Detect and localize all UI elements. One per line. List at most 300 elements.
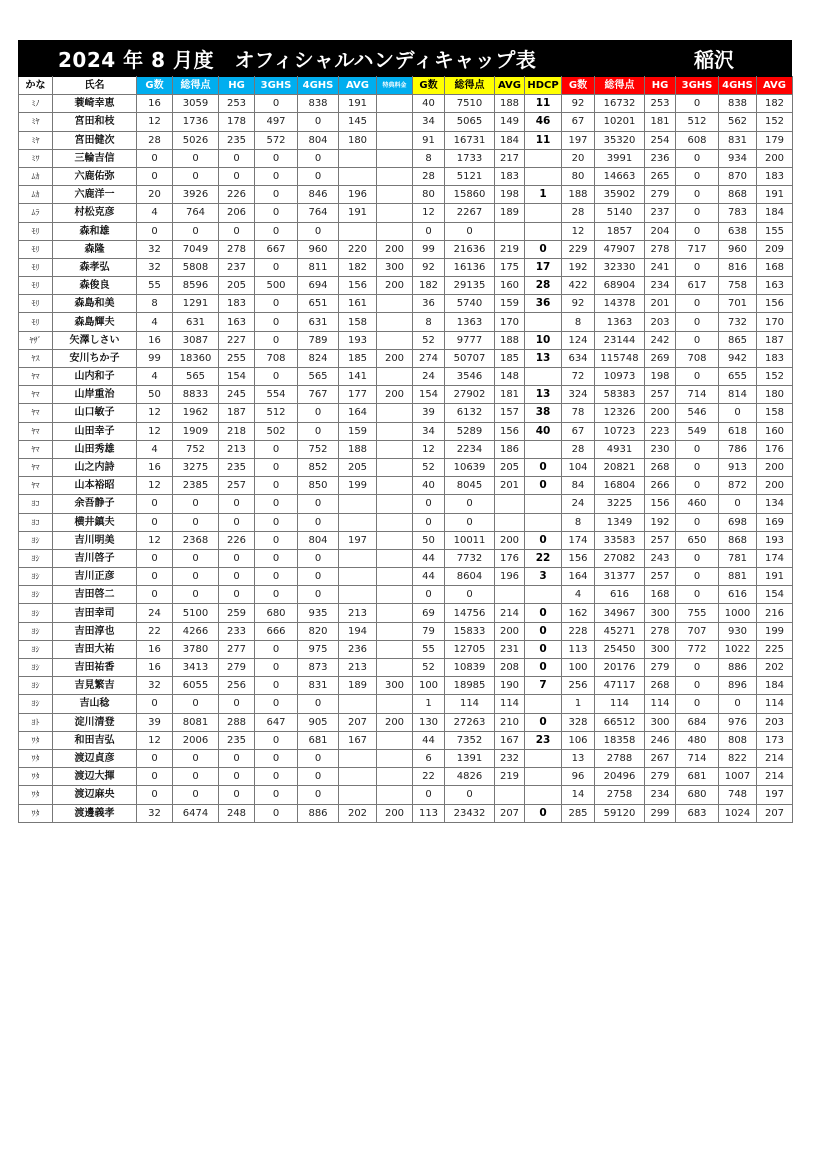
- data-cell: 4266: [173, 622, 219, 640]
- data-cell: 15833: [445, 622, 495, 640]
- data-cell: 279: [645, 186, 676, 204]
- data-cell: 4: [137, 368, 173, 386]
- data-cell: [377, 749, 413, 767]
- data-cell: 12: [413, 440, 445, 458]
- data-cell: [339, 549, 377, 567]
- data-cell: 114: [757, 695, 793, 713]
- data-cell: 253: [645, 95, 676, 113]
- data-cell: 0: [255, 786, 298, 804]
- name-cell: 森俊良: [53, 277, 137, 295]
- data-cell: 162: [562, 604, 595, 622]
- data-cell: 23432: [445, 804, 495, 822]
- handicap-table: [18, 76, 793, 823]
- data-cell: 99: [137, 349, 173, 367]
- data-cell: 1909: [173, 422, 219, 440]
- data-cell: 1857: [595, 222, 645, 240]
- table-row: [19, 386, 793, 404]
- data-cell: 160: [757, 422, 793, 440]
- data-cell: 714: [676, 386, 719, 404]
- data-cell: 257: [645, 531, 676, 549]
- kana-cell: ﾔﾏ: [19, 458, 53, 476]
- data-cell: 16804: [595, 477, 645, 495]
- data-cell: 683: [676, 804, 719, 822]
- data-cell: 152: [757, 368, 793, 386]
- data-cell: 156: [495, 422, 525, 440]
- data-cell: 34: [413, 113, 445, 131]
- kana-cell: ﾖﾄ: [19, 713, 53, 731]
- data-cell: 0: [676, 167, 719, 185]
- data-cell: 497: [255, 113, 298, 131]
- kana-cell: ﾖｼ: [19, 659, 53, 677]
- data-cell: 10201: [595, 113, 645, 131]
- data-cell: 124: [562, 331, 595, 349]
- data-cell: 0: [255, 731, 298, 749]
- data-cell: 804: [298, 131, 339, 149]
- data-cell: 0: [676, 458, 719, 476]
- data-cell: 235: [219, 458, 255, 476]
- table-row: [19, 422, 793, 440]
- data-cell: 58383: [595, 386, 645, 404]
- data-cell: 198: [645, 368, 676, 386]
- data-cell: 164: [562, 568, 595, 586]
- data-cell: 0: [255, 549, 298, 567]
- data-cell: 34967: [595, 604, 645, 622]
- name-cell: 宮田和枝: [53, 113, 137, 131]
- data-cell: 0: [173, 695, 219, 713]
- kana-cell: ﾑｶ: [19, 186, 53, 204]
- name-cell: 渡邊義孝: [53, 804, 137, 822]
- data-cell: 278: [219, 240, 255, 258]
- data-cell: 154: [413, 386, 445, 404]
- data-cell: 200: [377, 240, 413, 258]
- data-cell: 50: [137, 386, 173, 404]
- table-row: [19, 659, 793, 677]
- hdcp-cell: 0: [525, 240, 562, 258]
- table-row: [19, 786, 793, 804]
- data-cell: 245: [219, 386, 255, 404]
- data-cell: 0: [255, 331, 298, 349]
- data-cell: 512: [255, 404, 298, 422]
- col-header-month-hg: HG: [219, 77, 255, 95]
- kana-cell: ﾐﾉ: [19, 95, 53, 113]
- data-cell: 100: [562, 659, 595, 677]
- table-row: [19, 368, 793, 386]
- data-cell: 183: [757, 349, 793, 367]
- data-cell: 230: [645, 440, 676, 458]
- hdcp-cell: [525, 149, 562, 167]
- data-cell: 7352: [445, 731, 495, 749]
- data-cell: 708: [255, 349, 298, 367]
- data-cell: 0: [255, 568, 298, 586]
- data-cell: 1024: [719, 804, 757, 822]
- hdcp-cell: [525, 222, 562, 240]
- data-cell: 0: [219, 513, 255, 531]
- data-cell: 213: [339, 659, 377, 677]
- data-cell: 930: [719, 622, 757, 640]
- data-cell: 106: [562, 731, 595, 749]
- data-cell: 10639: [445, 458, 495, 476]
- data-cell: 96: [562, 768, 595, 786]
- data-cell: 786: [719, 440, 757, 458]
- kana-cell: ﾖｼ: [19, 622, 53, 640]
- data-cell: 0: [173, 149, 219, 167]
- hdcp-cell: 23: [525, 731, 562, 749]
- data-cell: 265: [645, 167, 676, 185]
- data-cell: 0: [219, 749, 255, 767]
- table-row: [19, 186, 793, 204]
- data-cell: 27902: [445, 386, 495, 404]
- data-cell: 188: [495, 331, 525, 349]
- page-title: 2024 年 8 月度 オフィシャルハンディキャップ表: [58, 48, 537, 72]
- data-cell: 10973: [595, 368, 645, 386]
- col-header-month-3ghs: 3GHS: [255, 77, 298, 95]
- data-cell: 0: [255, 640, 298, 658]
- data-cell: 154: [219, 368, 255, 386]
- data-cell: 0: [255, 167, 298, 185]
- data-cell: 714: [676, 749, 719, 767]
- table-row: [19, 404, 793, 422]
- data-cell: 214: [757, 768, 793, 786]
- data-cell: 183: [495, 167, 525, 185]
- data-cell: 717: [676, 240, 719, 258]
- data-cell: 44: [413, 568, 445, 586]
- data-cell: 0: [298, 568, 339, 586]
- data-cell: 163: [219, 313, 255, 331]
- col-header-hdcp-avg: AVG: [495, 77, 525, 95]
- data-cell: 191: [757, 568, 793, 586]
- data-cell: 203: [645, 313, 676, 331]
- data-cell: 8081: [173, 713, 219, 731]
- data-cell: 189: [495, 204, 525, 222]
- data-cell: 279: [219, 659, 255, 677]
- data-cell: 32330: [595, 258, 645, 276]
- data-cell: 177: [339, 386, 377, 404]
- data-cell: 460: [676, 495, 719, 513]
- data-cell: 15860: [445, 186, 495, 204]
- data-cell: 0: [255, 659, 298, 677]
- data-cell: 16731: [445, 131, 495, 149]
- data-cell: 868: [719, 531, 757, 549]
- data-cell: 0: [137, 768, 173, 786]
- name-cell: 渡辺麻央: [53, 786, 137, 804]
- data-cell: 0: [173, 768, 219, 786]
- data-cell: 174: [562, 531, 595, 549]
- data-cell: 113: [562, 640, 595, 658]
- data-cell: 808: [719, 731, 757, 749]
- table-row: [19, 149, 793, 167]
- data-cell: 72: [562, 368, 595, 386]
- data-cell: 0: [255, 313, 298, 331]
- data-cell: 0: [255, 677, 298, 695]
- data-cell: 3225: [595, 495, 645, 513]
- col-header-cum-hg: HG: [645, 77, 676, 95]
- data-cell: 3546: [445, 368, 495, 386]
- data-cell: 502: [255, 422, 298, 440]
- data-cell: 500: [255, 277, 298, 295]
- hdcp-cell: 0: [525, 713, 562, 731]
- data-cell: 226: [219, 531, 255, 549]
- data-cell: 1363: [445, 313, 495, 331]
- data-cell: [377, 313, 413, 331]
- handicap-sheet: [18, 40, 792, 823]
- data-cell: 905: [298, 713, 339, 731]
- data-cell: 755: [676, 604, 719, 622]
- data-cell: [339, 768, 377, 786]
- data-cell: 223: [645, 422, 676, 440]
- data-cell: 0: [173, 495, 219, 513]
- name-cell: 山之内詩: [53, 458, 137, 476]
- name-cell: 宮田健次: [53, 131, 137, 149]
- data-cell: 183: [757, 167, 793, 185]
- data-cell: 156: [645, 495, 676, 513]
- data-cell: 156: [562, 549, 595, 567]
- name-cell: 横井鎮夫: [53, 513, 137, 531]
- data-cell: 781: [719, 549, 757, 567]
- hdcp-cell: 0: [525, 659, 562, 677]
- name-cell: 吉田大祐: [53, 640, 137, 658]
- data-cell: 207: [495, 804, 525, 822]
- data-cell: 0: [298, 768, 339, 786]
- data-cell: 0: [445, 586, 495, 604]
- data-cell: 5740: [445, 295, 495, 313]
- data-cell: 274: [413, 349, 445, 367]
- data-cell: 1000: [719, 604, 757, 622]
- kana-cell: ﾖｼ: [19, 586, 53, 604]
- table-row: [19, 222, 793, 240]
- kana-cell: ﾖｼ: [19, 531, 53, 549]
- data-cell: 20821: [595, 458, 645, 476]
- data-cell: 976: [719, 713, 757, 731]
- data-cell: 193: [339, 331, 377, 349]
- data-cell: 35902: [595, 186, 645, 204]
- data-cell: 213: [219, 440, 255, 458]
- data-cell: 0: [137, 549, 173, 567]
- data-cell: 14: [562, 786, 595, 804]
- data-cell: [495, 495, 525, 513]
- data-cell: [495, 586, 525, 604]
- name-cell: 吉山稔: [53, 695, 137, 713]
- data-cell: 0: [676, 549, 719, 567]
- kana-cell: ﾓﾘ: [19, 258, 53, 276]
- data-cell: 179: [757, 131, 793, 149]
- data-cell: 0: [676, 186, 719, 204]
- hdcp-cell: 13: [525, 349, 562, 367]
- data-cell: 0: [137, 222, 173, 240]
- data-cell: 141: [339, 368, 377, 386]
- data-cell: 5100: [173, 604, 219, 622]
- data-cell: 616: [719, 586, 757, 604]
- data-cell: 10723: [595, 422, 645, 440]
- name-cell: 余吾静子: [53, 495, 137, 513]
- data-cell: 246: [645, 731, 676, 749]
- data-cell: 197: [562, 131, 595, 149]
- data-cell: 0: [298, 167, 339, 185]
- table-row: [19, 749, 793, 767]
- data-cell: 886: [298, 804, 339, 822]
- data-cell: 113: [413, 804, 445, 822]
- data-cell: 7510: [445, 95, 495, 113]
- data-cell: 248: [219, 804, 255, 822]
- data-cell: 182: [339, 258, 377, 276]
- kana-cell: ﾜﾀ: [19, 768, 53, 786]
- hdcp-cell: [525, 513, 562, 531]
- data-cell: 40: [413, 95, 445, 113]
- data-cell: 200: [377, 349, 413, 367]
- data-cell: 269: [645, 349, 676, 367]
- data-cell: 764: [173, 204, 219, 222]
- data-cell: [377, 422, 413, 440]
- data-cell: 0: [298, 695, 339, 713]
- data-cell: 194: [339, 622, 377, 640]
- data-cell: [377, 513, 413, 531]
- data-cell: 40: [413, 477, 445, 495]
- data-cell: 7049: [173, 240, 219, 258]
- data-cell: 0: [255, 768, 298, 786]
- data-cell: 0: [298, 786, 339, 804]
- data-cell: [377, 495, 413, 513]
- hdcp-cell: 0: [525, 804, 562, 822]
- data-cell: 562: [719, 113, 757, 131]
- col-header-cum-total: 総得点: [595, 77, 645, 95]
- kana-cell: ﾖｼ: [19, 549, 53, 567]
- kana-cell: ﾖｼ: [19, 677, 53, 695]
- data-cell: 913: [719, 458, 757, 476]
- data-cell: 5289: [445, 422, 495, 440]
- data-cell: 12: [137, 477, 173, 495]
- data-cell: 12: [137, 731, 173, 749]
- data-cell: 549: [676, 422, 719, 440]
- data-cell: 0: [173, 749, 219, 767]
- hdcp-cell: 7: [525, 677, 562, 695]
- data-cell: 27082: [595, 549, 645, 567]
- table-row: [19, 313, 793, 331]
- table-row: [19, 131, 793, 149]
- data-cell: 0: [413, 786, 445, 804]
- data-cell: 228: [562, 622, 595, 640]
- data-cell: 4826: [445, 768, 495, 786]
- name-cell: 蓑崎幸恵: [53, 95, 137, 113]
- data-cell: 28: [413, 167, 445, 185]
- data-cell: 32: [137, 258, 173, 276]
- data-cell: 0: [173, 167, 219, 185]
- kana-cell: ﾖｼ: [19, 640, 53, 658]
- data-cell: 237: [219, 258, 255, 276]
- data-cell: 896: [719, 677, 757, 695]
- data-cell: 69: [413, 604, 445, 622]
- data-cell: 2234: [445, 440, 495, 458]
- col-header-month-total: 総得点: [173, 77, 219, 95]
- data-cell: 5121: [445, 167, 495, 185]
- kana-cell: ﾓﾘ: [19, 277, 53, 295]
- data-cell: 0: [719, 404, 757, 422]
- kana-cell: ﾔﾏ: [19, 386, 53, 404]
- data-cell: [339, 586, 377, 604]
- data-cell: 0: [173, 549, 219, 567]
- col-header-hdcp-games: G数: [413, 77, 445, 95]
- table-row: [19, 622, 793, 640]
- data-cell: 99: [413, 240, 445, 258]
- hdcp-cell: 0: [525, 640, 562, 658]
- data-cell: 33583: [595, 531, 645, 549]
- kana-cell: ﾜﾀ: [19, 786, 53, 804]
- data-cell: 0: [413, 222, 445, 240]
- data-cell: 257: [645, 568, 676, 586]
- data-cell: 16136: [445, 258, 495, 276]
- data-cell: 300: [645, 640, 676, 658]
- data-cell: 872: [719, 477, 757, 495]
- name-cell: 吉田淳也: [53, 622, 137, 640]
- data-cell: 8596: [173, 277, 219, 295]
- data-cell: [377, 458, 413, 476]
- data-cell: 0: [298, 113, 339, 131]
- data-cell: 14663: [595, 167, 645, 185]
- data-cell: 873: [298, 659, 339, 677]
- data-cell: [377, 622, 413, 640]
- data-cell: 134: [757, 495, 793, 513]
- data-cell: 200: [377, 277, 413, 295]
- data-cell: 25450: [595, 640, 645, 658]
- table-row: [19, 768, 793, 786]
- table-row: [19, 240, 793, 258]
- data-cell: 191: [339, 95, 377, 113]
- data-cell: 0: [255, 586, 298, 604]
- data-cell: 0: [676, 222, 719, 240]
- hdcp-cell: [525, 368, 562, 386]
- data-cell: 942: [719, 349, 757, 367]
- data-cell: 114: [645, 695, 676, 713]
- data-cell: 209: [757, 240, 793, 258]
- data-cell: 0: [298, 586, 339, 604]
- data-cell: 707: [676, 622, 719, 640]
- data-cell: 831: [719, 131, 757, 149]
- data-cell: 3275: [173, 458, 219, 476]
- data-cell: 1: [562, 695, 595, 713]
- data-cell: [377, 149, 413, 167]
- data-cell: 0: [219, 786, 255, 804]
- data-cell: 4: [137, 204, 173, 222]
- data-cell: 180: [757, 386, 793, 404]
- data-cell: 217: [495, 149, 525, 167]
- name-cell: 矢澤しさい: [53, 331, 137, 349]
- name-cell: 森島輝夫: [53, 313, 137, 331]
- data-cell: 213: [339, 604, 377, 622]
- data-cell: 159: [339, 422, 377, 440]
- data-cell: 189: [339, 677, 377, 695]
- data-cell: [377, 695, 413, 713]
- data-cell: [377, 659, 413, 677]
- data-cell: 0: [676, 586, 719, 604]
- data-cell: 0: [137, 568, 173, 586]
- data-cell: 772: [676, 640, 719, 658]
- data-cell: 4: [137, 313, 173, 331]
- data-cell: 0: [255, 513, 298, 531]
- data-cell: 565: [298, 368, 339, 386]
- data-cell: 192: [645, 513, 676, 531]
- data-cell: 300: [377, 258, 413, 276]
- col-header-month-4ghs: 4GHS: [298, 77, 339, 95]
- data-cell: 16: [137, 640, 173, 658]
- data-cell: 157: [495, 404, 525, 422]
- data-cell: 204: [645, 222, 676, 240]
- data-cell: 161: [339, 295, 377, 313]
- table-row: [19, 167, 793, 185]
- data-cell: 422: [562, 277, 595, 295]
- data-cell: 32: [137, 677, 173, 695]
- data-cell: 67: [562, 422, 595, 440]
- data-cell: 182: [413, 277, 445, 295]
- data-cell: 0: [137, 495, 173, 513]
- data-cell: 0: [219, 568, 255, 586]
